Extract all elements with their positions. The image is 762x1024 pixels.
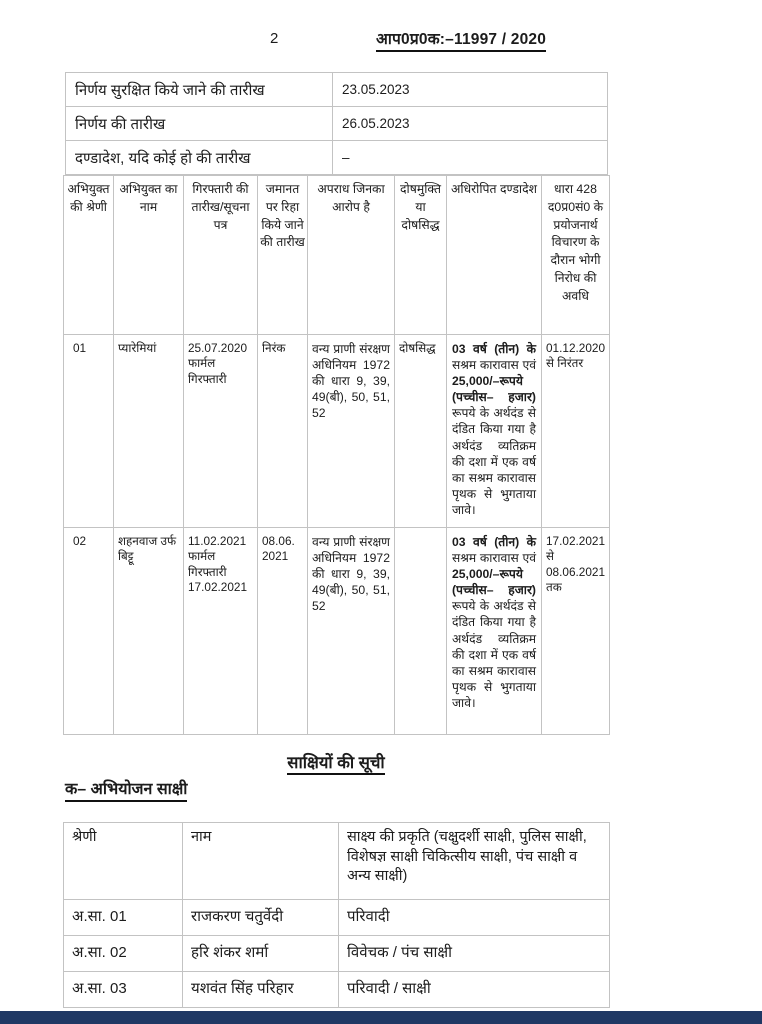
date-label: निर्णय सुरक्षित किये जाने की तारीख xyxy=(66,73,333,107)
sentence: 03 वर्ष (तीन) के सश्रम कारावास एवं 25,000/–रूपये (पच्चीस– हजार) रूपये के अर्थदंड से दंडित किया गया है अर्थदंड व्यतिक्रम की दशा में एक वर्ष का सश्रम कारावास पृथक से भुगताया जावे। xyxy=(447,528,542,735)
witness-nature: परिवादी xyxy=(339,900,610,936)
witness-list-title-text: साक्षियों की सूची xyxy=(287,754,384,775)
witness-name: हरि शंकर शर्मा xyxy=(183,936,339,972)
charges: वन्य प्राणी संरक्षण अधिनियम 1972 की धारा 9, 39, 49(बी), 50, 51, 52 xyxy=(308,528,395,735)
bottom-bar xyxy=(0,1011,762,1024)
col-header-detention: धारा 428 द0प्र0सं0 के प्रयोजनार्थ विचारण के दौरान भोगी निरोध की अवधि xyxy=(542,176,610,335)
prosecution-witness-subtitle xyxy=(65,777,187,799)
witness-name: यशवंत सिंह परिहार xyxy=(183,972,339,1008)
arrest-date: 25.07.2020 फार्मल गिरफ्तारी xyxy=(184,335,258,528)
judgment-dates-table xyxy=(65,72,608,175)
col-header-name: अभियुक्त का नाम xyxy=(114,176,184,335)
col-header-verdict: दोषमुक्ति या दोषसिद्ध xyxy=(395,176,447,335)
col-header-category: अभियुक्त की श्रेणी xyxy=(64,176,114,335)
detention-period: 17.02.2021 से 08.06.2021 तक xyxy=(542,528,610,735)
accused-category: 01 xyxy=(64,335,114,528)
col-header-witness-nature: साक्ष्य की प्रकृति (चक्षुदर्शी साक्षी, पुलिस साक्षी, विशेषज्ञ साक्षी चिकित्सीय साक्षी, पंच साक्षी व अन्य साक्षी) xyxy=(339,823,610,900)
charges: वन्य प्राणी संरक्षण अधिनियम 1972 की धारा 9, 39, 49(बी), 50, 51, 52 xyxy=(308,335,395,528)
bail-date: 08.06. 2021 xyxy=(258,528,308,735)
witness-name: राजकरण चतुर्वेदी xyxy=(183,900,339,936)
verdict: दोषसिद्ध xyxy=(395,335,447,528)
detention-period: 01.12.2020 से निरंतर xyxy=(542,335,610,528)
date-label: निर्णय की तारीख xyxy=(66,107,333,141)
accused-table xyxy=(63,175,610,735)
table-row xyxy=(64,900,610,936)
accused-name: प्यारेमियां xyxy=(114,335,184,528)
col-header-witness-name: नाम xyxy=(183,823,339,900)
col-header-witness-category: श्रेणी xyxy=(64,823,183,900)
verdict xyxy=(395,528,447,735)
bail-date: निरंक xyxy=(258,335,308,528)
date-value: 26.05.2023 xyxy=(333,107,608,141)
witness-category: अ.सा. 01 xyxy=(64,900,183,936)
table-row xyxy=(66,107,608,141)
col-header-sentence: अधिरोपित दण्डादेश xyxy=(447,176,542,335)
prosecution-witness-subtitle-text: क– अभियोजन साक्षी xyxy=(65,781,187,802)
col-header-arrest: गिरफ्तारी की तारीख/सूचना पत्र xyxy=(184,176,258,335)
page-number: 2 xyxy=(270,30,279,47)
witness-list-title xyxy=(63,750,609,773)
witness-nature: परिवादी / साक्षी xyxy=(339,972,610,1008)
witness-category: अ.सा. 02 xyxy=(64,936,183,972)
case-number: आप0प्र0क:–11997 / 2020 xyxy=(376,27,546,52)
table-row xyxy=(64,335,610,528)
table-row xyxy=(66,141,608,175)
table-header-row xyxy=(64,823,610,900)
table-row xyxy=(66,73,608,107)
witness-table xyxy=(63,822,610,1008)
sentence: 03 वर्ष (तीन) के सश्रम कारावास एवं 25,000/–रूपये (पच्चीस– हजार) रूपये के अर्थदंड से दंडित किया गया है अर्थदंड व्यतिक्रम की दशा में एक वर्ष का सश्रम कारावास पृथक से भुगताया जावे। xyxy=(447,335,542,528)
table-row xyxy=(64,972,610,1008)
witness-nature: विवेचक / पंच साक्षी xyxy=(339,936,610,972)
col-header-bail: जमानत पर रिहा किये जाने की तारीख xyxy=(258,176,308,335)
table-row xyxy=(64,936,610,972)
table-row xyxy=(64,528,610,735)
arrest-date: 11.02.2021 फार्मल गिरफ्तारी 17.02.2021 xyxy=(184,528,258,735)
witness-category: अ.सा. 03 xyxy=(64,972,183,1008)
date-value: 23.05.2023 xyxy=(333,73,608,107)
col-header-charges: अपराध जिनका आरोप है xyxy=(308,176,395,335)
table-header-row xyxy=(64,176,610,335)
date-label: दण्डादेश, यदि कोई हो की तारीख xyxy=(66,141,333,175)
accused-name: शहनवाज उर्फ बिट्टू xyxy=(114,528,184,735)
accused-category: 02 xyxy=(64,528,114,735)
date-value: – xyxy=(333,141,608,175)
